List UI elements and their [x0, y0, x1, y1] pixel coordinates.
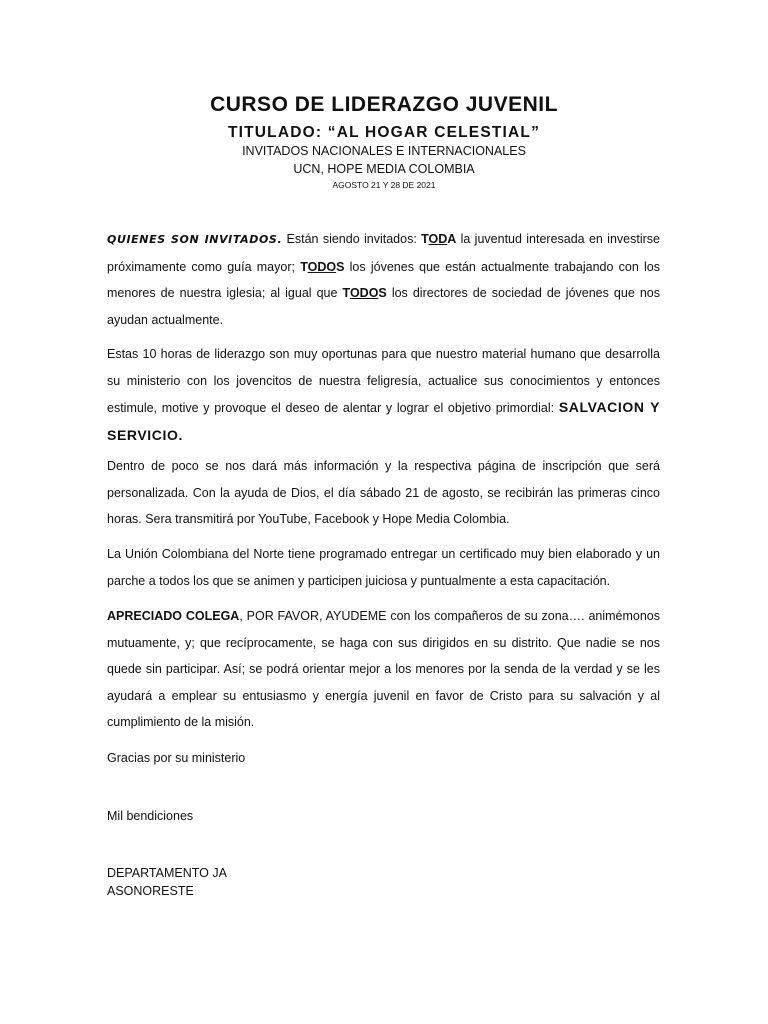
paragraph-informacion: Dentro de poco se nos dará más información y la respectiva página de inscripción que será personalizada. Con la ayuda de Dios, el día sábado 21 de agosto, se recibirán las primeras cinco horas. Sera transmitirá por YouTube, Facebook y Hope Media Colombia. [107, 459, 660, 526]
paragraph-lead: QUIENES SON INVITADOS. [107, 233, 283, 246]
emphasis-salvacion: SALVACION Y SERVICIO. [107, 399, 661, 443]
text-run: Están siendo invitados: [282, 232, 422, 246]
text-run: , POR FAVOR, AYUDEME con los compañeros de su zona…. animémonos mutuamente, y; que recíprocamente, se haga con sus dirigidos en su distrito. Que nadie se nos quede sin participar. Así; se podrá orientar mejor a los menores por la senda de la verdad y se les ayudará a emplear su entusiasmo y energía juvenil en favor de Cristo para su salvación y al cumplimiento de la misión. [107, 609, 661, 729]
paragraph-colega [107, 603, 660, 736]
paragraph-invitados [107, 226, 660, 333]
closing-thanks: Gracias por su ministerio [107, 751, 246, 765]
date-line: AGOSTO 21 Y 28 DE 2021 [332, 180, 436, 190]
emphasis-todos: TODOS [300, 259, 345, 274]
paragraph-lead: APRECIADO COLEGA [107, 609, 240, 623]
signature-organization: ASONORESTE [107, 884, 194, 898]
emphasis-toda: TODA [421, 232, 457, 246]
paragraph-horas [107, 341, 660, 449]
text-run: la juventud interesada en investirse próximamente como guía mayor; [107, 232, 660, 274]
text-run: los jóvenes que están actualmente trabajando con los menores de nuestra iglesia; al igual que [107, 259, 660, 300]
document-title: CURSO DE LIDERAZGO JUVENIL [210, 93, 558, 116]
organizers-line: UCN, HOPE MEDIA COLOMBIA [293, 162, 475, 176]
document-subtitle: TITULADO: “AL HOGAR CELESTIAL” [227, 124, 541, 141]
text-run: Estas 10 horas de liderazgo son muy oportunas para que nuestro material humano que desarrolla su ministerio con los jovencitos de nuestra feligresía, actualice sus conocimientos y entonces estimule, motive y provoque el deseo de alentar y lograr el objetivo primordial: [107, 347, 660, 415]
signature-department: DEPARTAMENTO JA [107, 866, 227, 880]
closing-blessings: Mil bendiciones [107, 809, 194, 823]
guests-line: INVITADOS NACIONALES E INTERNACIONALES [242, 144, 526, 158]
paragraph-certificado: La Unión Colombiana del Norte tiene programado entregar un certificado muy bien elaborado y un parche a todos los que se animen y participen juiciosa y puntualmente a esta capacitación. [107, 547, 660, 588]
emphasis-todos: TODOS [342, 286, 387, 300]
text-run: los directores de sociedad de jóvenes que nos ayudan actualmente. [107, 286, 660, 327]
